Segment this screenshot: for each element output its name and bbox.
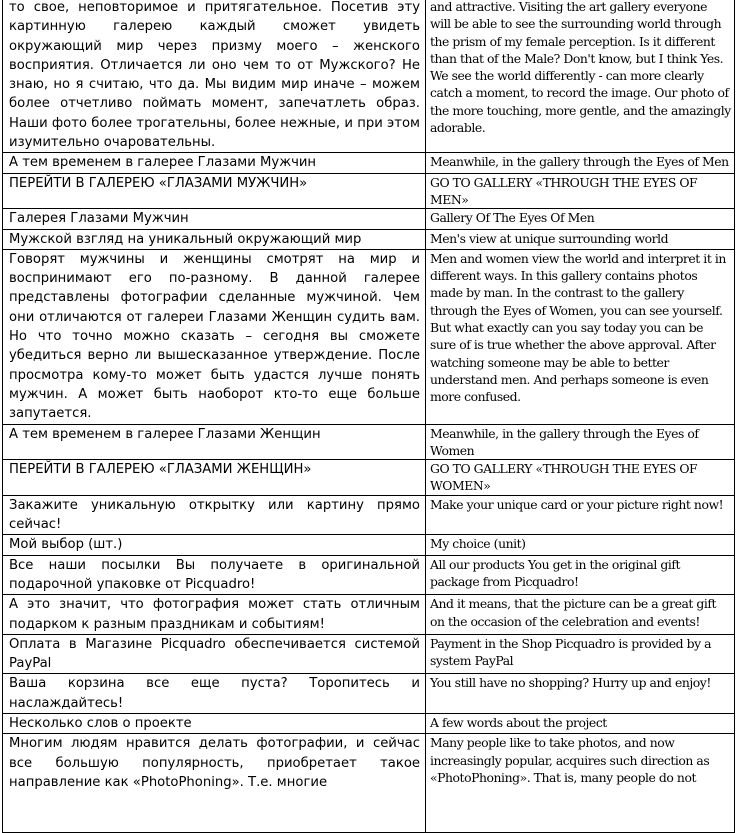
table-row [3, 0, 735, 153]
table-row [3, 595, 735, 635]
english-cell: Make your unique card or your picture right now! [426, 495, 735, 535]
russian-cell: Галерея Глазами Мужчин [3, 209, 426, 229]
table-row [3, 249, 735, 424]
english-cell: Many people like to take photos, and now increasingly popular, acquires such direction as «PhotoPhoning». That is, many people do not [426, 734, 735, 833]
english-cell: GO TO GALLERY «THROUGH THE EYES OF MEN» [426, 173, 735, 209]
table-row [3, 173, 735, 209]
english-cell: All our products You get in the original gift package from Picquadro! [426, 555, 735, 595]
russian-cell: А тем временем в галерее Глазами Мужчин [3, 153, 426, 173]
table-row [3, 734, 735, 833]
russian-cell: Мужской взгляд на уникальный окружающий мир [3, 229, 426, 249]
table-row [3, 460, 735, 496]
russian-cell: Мой выбор (шт.) [3, 535, 426, 555]
russian-cell: Все наши посылки Вы получаете в оригинальной подарочной упаковке от Picquadro! [3, 555, 426, 595]
table-row [3, 495, 735, 535]
english-cell: Payment in the Shop Picquadro is provided by a system PayPal [426, 634, 735, 674]
russian-cell: Ваша корзина все еще пуста? Торопитесь и наслаждайтесь! [3, 674, 426, 714]
russian-cell: Несколько слов о проекте [3, 713, 426, 733]
table-row [3, 424, 735, 460]
english-cell: and attractive. Visiting the art gallery everyone will be able to see the surrounding world through the prism of my female perception. Is it different than that of the Male? Don't know, but I think Yes. We see the world differently - can more clearly catch a moment, to record the image. Our photo of the more touching, more gentle, and the amazingly adorable. [426, 0, 735, 153]
russian-cell: А тем временем в галерее Глазами Женщин [3, 424, 426, 460]
table-row [3, 674, 735, 714]
table-row [3, 634, 735, 674]
table-row [3, 555, 735, 595]
table-row [3, 229, 735, 249]
russian-cell: ПЕРЕЙТИ В ГАЛЕРЕЮ «ГЛАЗАМИ ЖЕНЩИН» [3, 460, 426, 496]
english-cell: And it means, that the picture can be a great gift on the occasion of the celebration and events! [426, 595, 735, 635]
russian-cell: Оплата в Магазине Picquadro обеспечивается системой PayPal [3, 634, 426, 674]
english-cell: Meanwhile, in the gallery through the Eyes of Women [426, 424, 735, 460]
english-cell: Men and women view the world and interpret it in different ways. In this gallery contains photos made by man. In the contrast to the gallery through the Eyes of Women, you can see yourself. But what exactly can you say today you can be sure of is true whether the above approval. After watching someone may be able to better understand men. And perhaps someone is even more confused. [426, 249, 735, 424]
translation-table [2, 0, 735, 833]
english-cell: GO TO GALLERY «THROUGH THE EYES OF WOMEN» [426, 460, 735, 496]
table-row [3, 535, 735, 555]
russian-cell: ПЕРЕЙТИ В ГАЛЕРЕЮ «ГЛАЗАМИ МУЖЧИН» [3, 173, 426, 209]
russian-cell: Говорят мужчины и женщины смотрят на мир и воспринимают его по-разному. В данной галерее представлены фотографии сделанные мужчиной. Чем они отличаются от галереи Глазами Женщин судить вам. Но что точно можно сказать – сегодня вы сможете убедиться верно ли вышесказанное утверждение. После просмотра кому-то может быть удастся лучше понять мужчин. А может быть наоборот кто-то еще больше запутается. [3, 249, 426, 424]
russian-cell: А это значит, что фотография может стать отличным подарком к разным праздникам и событиям! [3, 595, 426, 635]
english-cell: Men's view at unique surrounding world [426, 229, 735, 249]
table-row [3, 209, 735, 229]
table-row [3, 713, 735, 733]
english-cell: A few words about the project [426, 713, 735, 733]
russian-cell: Закажите уникальную открытку или картину прямо сейчас! [3, 495, 426, 535]
russian-cell: то свое, неповторимое и притягательное. Посетив эту картинную галерею каждый сможет увидеть окружающий мир через призму моего – женского восприятия. Отличается ли оно чем то от Мужского? Не знаю, но я считаю, что да. Мы видим мир иначе – можем более отчетливо поймать момент, запечатлеть образ. Наши фото более трогательны, более нежные, и при этом изумительно очаровательны. [3, 0, 426, 153]
english-cell: Meanwhile, in the gallery through the Eyes of Men [426, 153, 735, 173]
english-cell: Gallery Of The Eyes Of Men [426, 209, 735, 229]
english-cell: You still have no shopping? Hurry up and enjoy! [426, 674, 735, 714]
table-row [3, 153, 735, 173]
english-cell: My choice (unit) [426, 535, 735, 555]
russian-cell: Многим людям нравится делать фотографии, и сейчас все большую популярность, приобретает такое направление как «PhotoPhoning». Т.е. многие [3, 734, 426, 833]
